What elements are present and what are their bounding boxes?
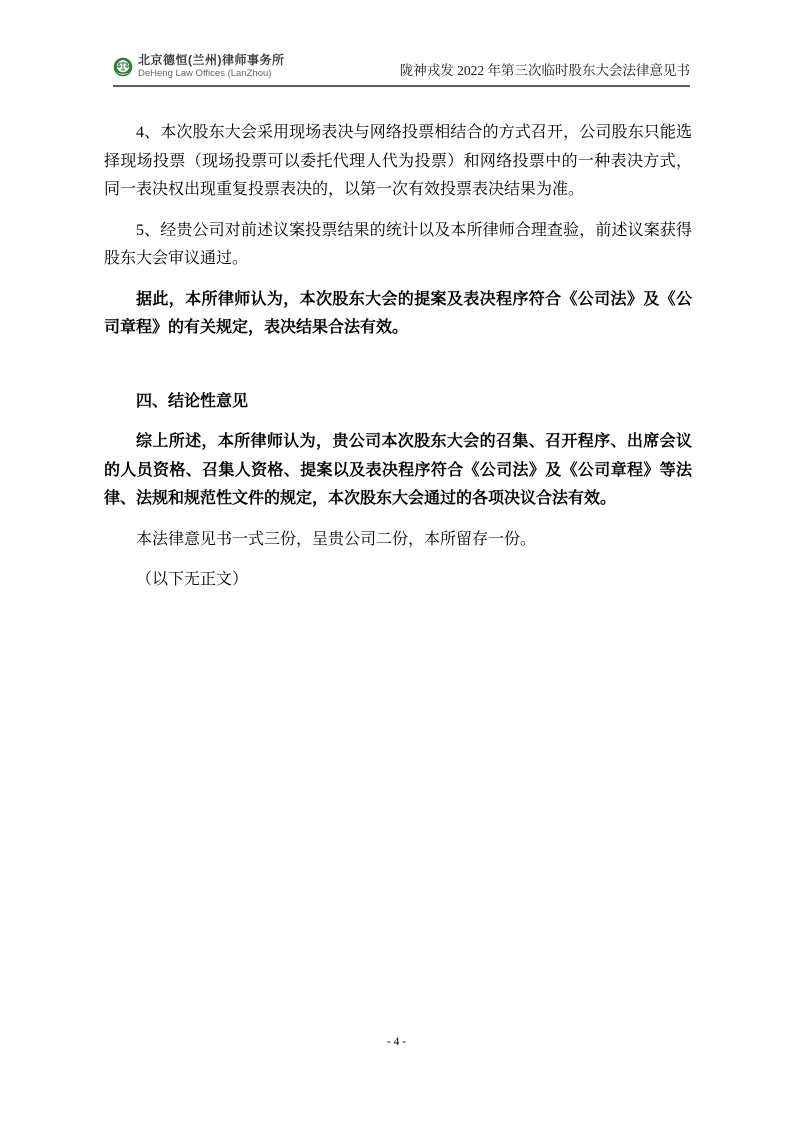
section-heading-conclusion: 四、结论性意见 (136, 392, 249, 410)
firm-name-chinese: 北京德恒(兰州)律师事务所 (138, 53, 285, 67)
page-header (113, 54, 690, 87)
copies-note-paragraph: 本法律意见书一式三份，呈贵公司二份，本所留存一份。 (136, 530, 537, 548)
final-opinion-paragraph: 综上所述，本所律师认为，贵公司本次股东大会的召集、召开程序、出席会议的人员资格、召集人资格、提案以及表决程序符合《公司法》及《公司章程》等法律、法规和规范性文件的规定，本次股东大会通过的各项决议合法有效。 (104, 433, 692, 507)
paragraph-item-4: 4、本次股东大会采用现场表决与网络投票相结合的方式召开，公司股东只能选择现场投票（现场投票可以委托代理人代为投票）和网络投票中的一种表决方式，同一表决权出现重复投票表决的，以第一次有效投票表决结果为准。 (104, 124, 692, 198)
page-footer (0, 1036, 793, 1048)
no-more-text-note: （以下无正文） (136, 571, 249, 588)
deheng-logo-icon (113, 57, 133, 77)
page-number: - 4 - (386, 1036, 407, 1048)
interim-opinion-paragraph: 据此，本所律师认为，本次股东大会的提案及表决程序符合《公司法》及《公司章程》的有关规定，表决结果合法有效。 (104, 290, 692, 336)
document-body (104, 119, 692, 607)
header-divider (113, 85, 690, 88)
firm-name-english: DeHeng Law Offices (LanZhou) (138, 68, 272, 80)
firm-identity (113, 54, 285, 80)
document-title: 陇神戎发 2022 年第三次临时股东大会法律意见书 (399, 62, 690, 78)
paragraph-item-5: 5、经贵公司对前述议案投票结果的统计以及本所律师合理查验，前述议案获得股东大会审议通过。 (104, 221, 692, 267)
